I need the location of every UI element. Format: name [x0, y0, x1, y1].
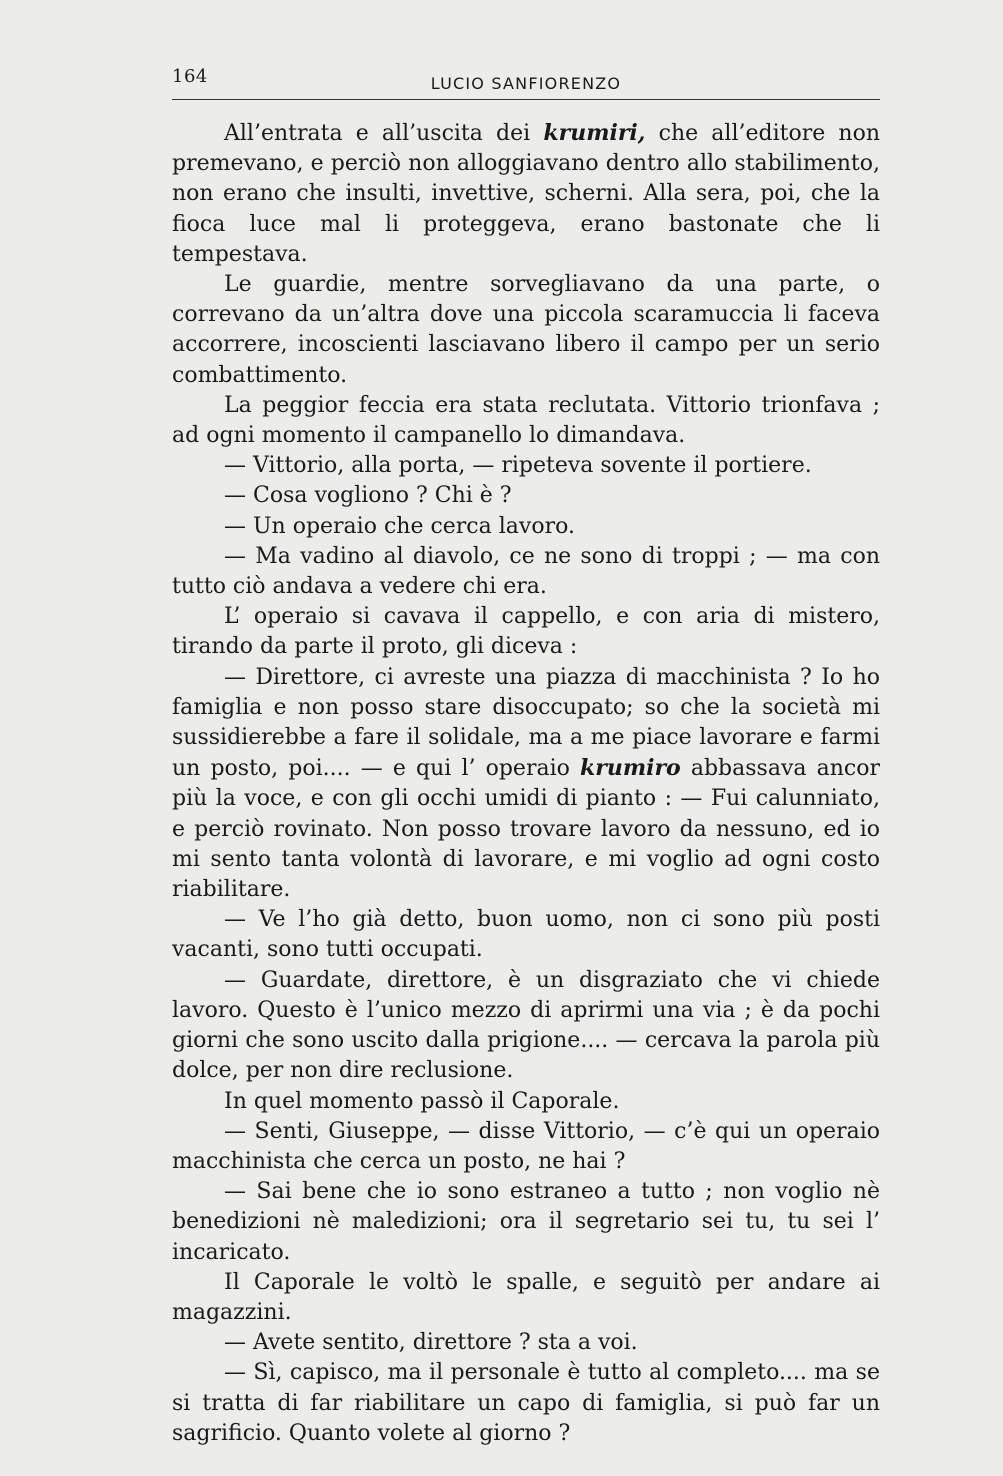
- paragraph: La peggior feccia era stata reclutata. Vittorio trionfava ; ad ogni momento il campanello lo dimandava.: [172, 392, 880, 449]
- dialogue-line: — Un operaio che cerca lavoro.: [224, 513, 575, 539]
- paragraph: All’entrata e all’uscita dei krumiri, che all’editore non premevano, e perciò non alloggiavano dentro allo stabilimento, non erano che insulti, invettive, scherni. Alla sera, poi, che la fioca luce mal li proteggeva, erano bastonate che li tempestava.: [172, 120, 880, 267]
- dialogue-line: — Vittorio, alla porta, — ripeteva sovente il portiere.: [224, 453, 812, 479]
- italic-term: krumiri,: [543, 120, 646, 146]
- page-number: 164: [172, 66, 208, 87]
- dialogue-line: — Guardate, direttore, è un disgraziato che vi chiede lavoro. Questo è l’unico mezzo di aprirmi una via ; è da pochi giorni che sono uscito dalla prigione.... — cercava la parola più dolce, per non dire reclusione.: [172, 967, 880, 1084]
- dialogue-line: — Ve l’ho già detto, buon uomo, non ci sono più posti vacanti, sono tutti occupati.: [172, 907, 880, 963]
- dialogue-line: — Ma vadino al diavolo, ce ne sono di troppi ; — ma con tutto ciò andava a vedere chi era.: [172, 543, 880, 600]
- paragraph: Il Caporale le voltò le spalle, e seguitò per andare ai magazzini.: [172, 1269, 880, 1325]
- dialogue-line: — Avete sentito, direttore ? sta a voi.: [224, 1330, 638, 1356]
- running-head: [172, 66, 880, 96]
- paragraph: Le guardie, mentre sorvegliavano da una parte, o correvano da un’altra dove una piccola scaramuccia li faceva accorrere, incoscienti lasciavano libero il campo per un serio combattimento.: [172, 272, 880, 388]
- dialogue-line: — Sai bene che io sono estraneo a tutto ; non voglio nè benedizioni nè maledizioni; ora il segretario sei tu, tu sei l’ incaricato.: [172, 1179, 880, 1265]
- dialogue-line: — Cosa vogliono ? Chi è ?: [224, 483, 512, 509]
- italic-term: krumiro: [580, 755, 681, 782]
- paragraph: L’ operaio si cavava il cappello, e con aria di mistero, tirando da parte il proto, gli diceva :: [172, 604, 880, 660]
- dialogue-line: — Sì, capisco, ma il personale è tutto al completo.... ma se si tratta di far riabilitare un capo di famiglia, si può far un sagrificio. Quanto volete al giorno ?: [172, 1360, 880, 1446]
- running-title: LUCIO SANFIORENZO: [430, 74, 622, 93]
- dialogue-line: — Senti, Giuseppe, — disse Vittorio, — c’è qui un operaio macchinista che cerca un posto, ne hai ?: [172, 1118, 880, 1174]
- dialogue-line: — Direttore, ci avreste una piazza di macchinista ? Io ho famiglia e non posso stare disoccupato; so che la società mi sussidierebbe a fare il solidale, ma a me piace lavorare e farmi un posto, poi.... — e qui l’ operaio krumiro abbassava ancor più la voce, e con gli occhi umidi di pianto : — Fui calunniato, e perciò rovinato. Non posso trovare lavoro da nessuno, ed io mi sento tanta volontà di lavorare, e mi voglio ad ogni costo riabilitare.: [172, 664, 880, 903]
- body-text: [172, 118, 880, 1449]
- header-rule: [172, 99, 880, 100]
- paragraph: In quel momento passò il Caporale.: [224, 1088, 620, 1114]
